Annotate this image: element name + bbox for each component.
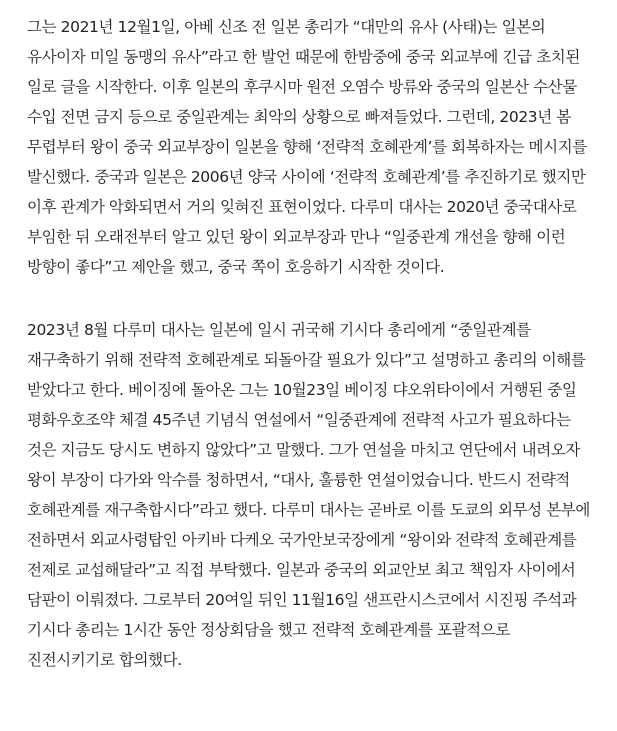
text-line: 부임한 뒤 오래전부터 알고 있던 왕이 외교부장과 만나 “일중관계 개선을 향해 이런 [27,228,566,246]
text-line: 호혜관계를 재구축합시다”라고 했다. 다루미 대사는 곧바로 이를 도쿄의 외무성 본부에 [27,501,590,519]
text-line: 일로 글을 시작한다. 이후 일본의 후쿠시마 원전 오염수 방류와 중국의 일본산 수산물 [27,78,577,96]
text-line: 왕이 부장이 다가와 악수를 청하면서, “대사, 훌륭한 연설이었습니다. 반드시 전략적 [27,471,570,489]
text-line: 것은 지금도 당시도 변하지 않았다”고 말했다. 그가 연설을 마치고 연단에서 내려오자 [27,441,580,459]
article-body [27,12,612,675]
text-line: 전제로 교섭해달라”고 직접 부탁했다. 일본과 중국의 외교안보 최고 책임자 사이에서 [27,561,576,579]
text-line: 방향이 좋다”고 제안을 했고, 중국 쪽이 호응하기 시작한 것이다. [27,258,445,276]
text-line: 그는 2021년 12월1일, 아베 신조 전 일본 총리가 “대만의 유사 (사태)는 일본의 [27,18,546,36]
text-line: 무렵부터 왕이 중국 외교부장이 일본을 향해 ‘전략적 호혜관계’를 회복하자는 메시지를 [27,138,587,156]
text-line: 수입 전면 금지 등으로 중일관계는 최악의 상황으로 빠져들었다. 그런데, 2023년 봄 [27,108,571,126]
text-line: 발신했다. 중국과 일본은 2006년 양국 사이에 ‘전략적 호혜관계’를 추진하기로 했지만 [27,168,586,186]
text-line: 평화우호조약 체결 45주년 기념식 연설에서 “일중관계에 전략적 사고가 필요하다는 [27,411,571,429]
text-line: 받았다고 한다. 베이징에 돌아온 그는 10월23일 베이징 댜오위타이에서 거행된 중일 [27,381,577,399]
paragraph-1 [27,12,612,282]
text-line: 전하면서 외교사령탑인 아키바 다케오 국가안보국장에게 “왕이와 전략적 호혜관계를 [27,531,577,549]
text-line: 이후 관계가 악화되면서 거의 잊혀진 표현이었다. 다루미 대사는 2020년 중국대사로 [27,198,577,216]
text-line: 재구축하기 위해 전략적 호혜관계로 되돌아갈 필요가 있다”고 설명하고 총리의 이해를 [27,351,586,369]
text-line: 진전시키기로 합의했다. [27,651,182,669]
text-line: 유사이자 미일 동맹의 유사”라고 한 발언 때문에 한밤중에 중국 외교부에 긴급 초치된 [27,48,580,66]
paragraph-2 [27,315,612,675]
text-line: 담판이 이뤄졌다. 그로부터 20여일 뒤인 11월16일 샌프란시스코에서 시진핑 주석과 [27,591,577,609]
text-line: 기시다 총리는 1시간 동안 정상회담을 했고 전략적 호혜관계를 포괄적으로 [27,621,510,639]
text-line: 2023년 8월 다루미 대사는 일본에 일시 귀국해 기시다 총리에게 “중일관계를 [27,321,531,339]
